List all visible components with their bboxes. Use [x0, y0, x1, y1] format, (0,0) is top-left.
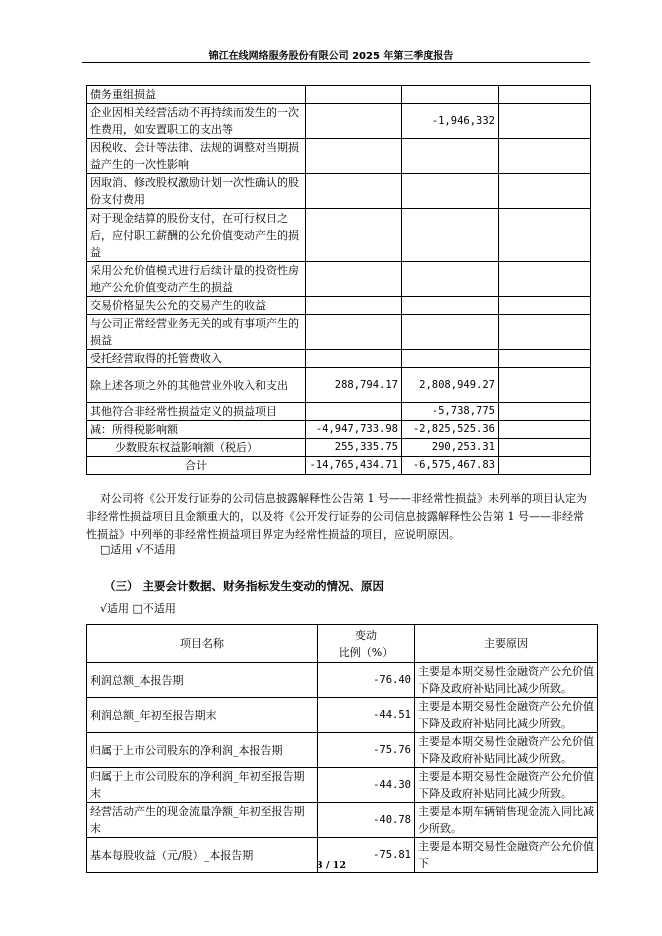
cell-col3	[402, 315, 499, 350]
item-cell: 归属于上市公司股东的净利润_年初至报告期末	[87, 768, 318, 803]
cell-col3	[402, 174, 499, 209]
item-cell: 基本每股收益（元/股）_本报告期	[87, 838, 318, 873]
item-cell: 归属于上市公司股东的净利润_本报告期	[87, 733, 318, 768]
table-row	[87, 139, 591, 174]
cell-col4	[499, 104, 591, 139]
page-header: 锦江在线网络服务股份有限公司 2025 年第三季度报告	[208, 51, 454, 62]
cell-col3: 2,808,949.27	[402, 368, 499, 403]
cell-col4	[499, 262, 591, 297]
ratio-cell: -75.81	[318, 838, 415, 873]
table-row	[87, 733, 598, 768]
cell-col3	[402, 139, 499, 174]
reason-cell: 主要是本期交易性金融资产公允价值下	[415, 838, 598, 873]
row-label: 与公司正常经营业务无关的或有事项产生的损益	[87, 315, 306, 350]
cell-col2: -4,947,733.98	[306, 421, 402, 439]
table-header-row	[87, 625, 598, 663]
cell-col3: -6,575,467.83	[402, 457, 499, 475]
ratio-cell: -44.30	[318, 768, 415, 803]
cell-col2	[306, 86, 402, 104]
cell-col2: -14,765,434.71	[306, 457, 402, 475]
row-label: 交易价格显失公允的交易产生的收益	[87, 297, 306, 315]
ratio-cell: -75.76	[318, 733, 415, 768]
reason-cell: 主要是本期交易性金融资产公允价值下降及政府补贴同比减少所致。	[415, 663, 598, 698]
cell-col2	[306, 297, 402, 315]
table-row	[87, 350, 591, 368]
header-reason: 主要原因	[415, 625, 598, 663]
header-rule	[82, 62, 590, 63]
reason-cell: 主要是本期交易性金融资产公允价值下降及政府补贴同比减少所致。	[415, 768, 598, 803]
table-row	[87, 439, 591, 457]
cell-col3	[402, 350, 499, 368]
table-row	[87, 174, 591, 209]
section-applicability: √适用 □不适用	[100, 602, 176, 615]
cell-col4	[499, 86, 591, 104]
table-row	[87, 86, 591, 104]
cell-col3	[402, 86, 499, 104]
table-row	[87, 315, 591, 350]
cell-col4	[499, 297, 591, 315]
table-row-total	[87, 457, 591, 475]
cell-col2	[306, 403, 402, 421]
item-cell: 经营活动产生的现金流量净额_年初至报告期末	[87, 803, 318, 838]
cell-col2	[306, 104, 402, 139]
note-paragraph: 对公司将《公开发行证券的公司信息披露解释性公告第 1 号——非经常性损益》未列举的项目认定为非经常性损益项目且金额重大的，以及将《公开发行证券的公司信息披露解释性公告第 1 号——非经常性损益》中列举的非经常性损益项目界定为经常性损益的项目，应说明原因。	[86, 492, 587, 541]
table-row	[87, 104, 591, 139]
cell-col4	[499, 421, 591, 439]
cell-col4	[499, 350, 591, 368]
header-ratio-line1: 变动	[355, 628, 377, 642]
cell-col2	[306, 209, 402, 262]
ratio-cell: -76.40	[318, 663, 415, 698]
ratio-cell: -40.78	[318, 803, 415, 838]
cell-col3: -5,738,775	[402, 403, 499, 421]
cell-col3	[402, 209, 499, 262]
header-ratio-line2: 比例（%）	[338, 645, 394, 659]
header-item: 项目名称	[87, 625, 318, 663]
cell-col4	[499, 368, 591, 403]
row-label: 企业因相关经营活动不再持续而发生的一次性费用，如安置职工的支出等	[87, 104, 306, 139]
row-label: 少数股东权益影响额（税后）	[87, 439, 306, 457]
row-label: 债务重组损益	[87, 86, 306, 104]
table-row	[87, 698, 598, 733]
table-row	[87, 262, 591, 297]
reason-cell: 主要是本期车辆销售现金流入同比减少所致。	[415, 803, 598, 838]
ratio-cell: -44.51	[318, 698, 415, 733]
cell-col3: -2,825,525.36	[402, 421, 499, 439]
row-label: 其他符合非经常性损益定义的损益项目	[87, 403, 306, 421]
row-label: 合计	[87, 457, 306, 475]
note-applicability: □适用 √不适用	[100, 543, 176, 556]
reason-cell: 主要是本期交易性金融资产公允价值下降及政府补贴同比减少所致。	[415, 698, 598, 733]
cell-col3: -1,946,332	[402, 104, 499, 139]
cell-col2	[306, 262, 402, 297]
table-row	[87, 209, 591, 262]
row-label: 采用公允价值模式进行后续计量的投资性房地产公允价值变动产生的损益	[87, 262, 306, 297]
row-label: 除上述各项之外的其他营业外收入和支出	[87, 368, 306, 403]
cell-col2: 288,794.17	[306, 368, 402, 403]
cell-col2	[306, 315, 402, 350]
table-row	[87, 368, 591, 403]
cell-col3	[402, 297, 499, 315]
table-row	[87, 803, 598, 838]
cell-col2: 255,335.75	[306, 439, 402, 457]
cell-col4	[499, 209, 591, 262]
cell-col3	[402, 262, 499, 297]
cell-col4	[499, 403, 591, 421]
cell-col4	[499, 315, 591, 350]
table-row	[87, 297, 591, 315]
cell-col4	[499, 439, 591, 457]
cell-col2	[306, 139, 402, 174]
table-row	[87, 768, 598, 803]
changes-table	[86, 624, 598, 873]
cell-col3: 290,253.31	[402, 439, 499, 457]
non-recurring-table	[86, 85, 591, 475]
row-label: 因取消、修改股权激励计划一次性确认的股份支付费用	[87, 174, 306, 209]
cell-col4	[499, 174, 591, 209]
item-cell: 利润总额_年初至报告期末	[87, 698, 318, 733]
cell-col2	[306, 174, 402, 209]
cell-col2	[306, 350, 402, 368]
section-title: （三） 主要会计数据、财务指标发生变动的情况、原因	[104, 579, 385, 593]
table-row	[87, 421, 591, 439]
row-label: 减：所得税影响额	[87, 421, 306, 439]
item-cell: 利润总额_本报告期	[87, 663, 318, 698]
row-label: 因税收、会计等法律、法规的调整对当期损益产生的一次性影响	[87, 139, 306, 174]
header-ratio	[318, 625, 415, 663]
cell-col4	[499, 457, 591, 475]
cell-col4	[499, 139, 591, 174]
page-number: 3 / 12	[316, 860, 346, 871]
row-label: 对于现金结算的股份支付，在可行权日之后，应付职工薪酬的公允价值变动产生的损益	[87, 209, 306, 262]
reason-cell: 主要是本期交易性金融资产公允价值下降及政府补贴同比减少所致。	[415, 733, 598, 768]
table-row	[87, 403, 591, 421]
row-label: 受托经营取得的托管费收入	[87, 350, 306, 368]
table-row	[87, 663, 598, 698]
